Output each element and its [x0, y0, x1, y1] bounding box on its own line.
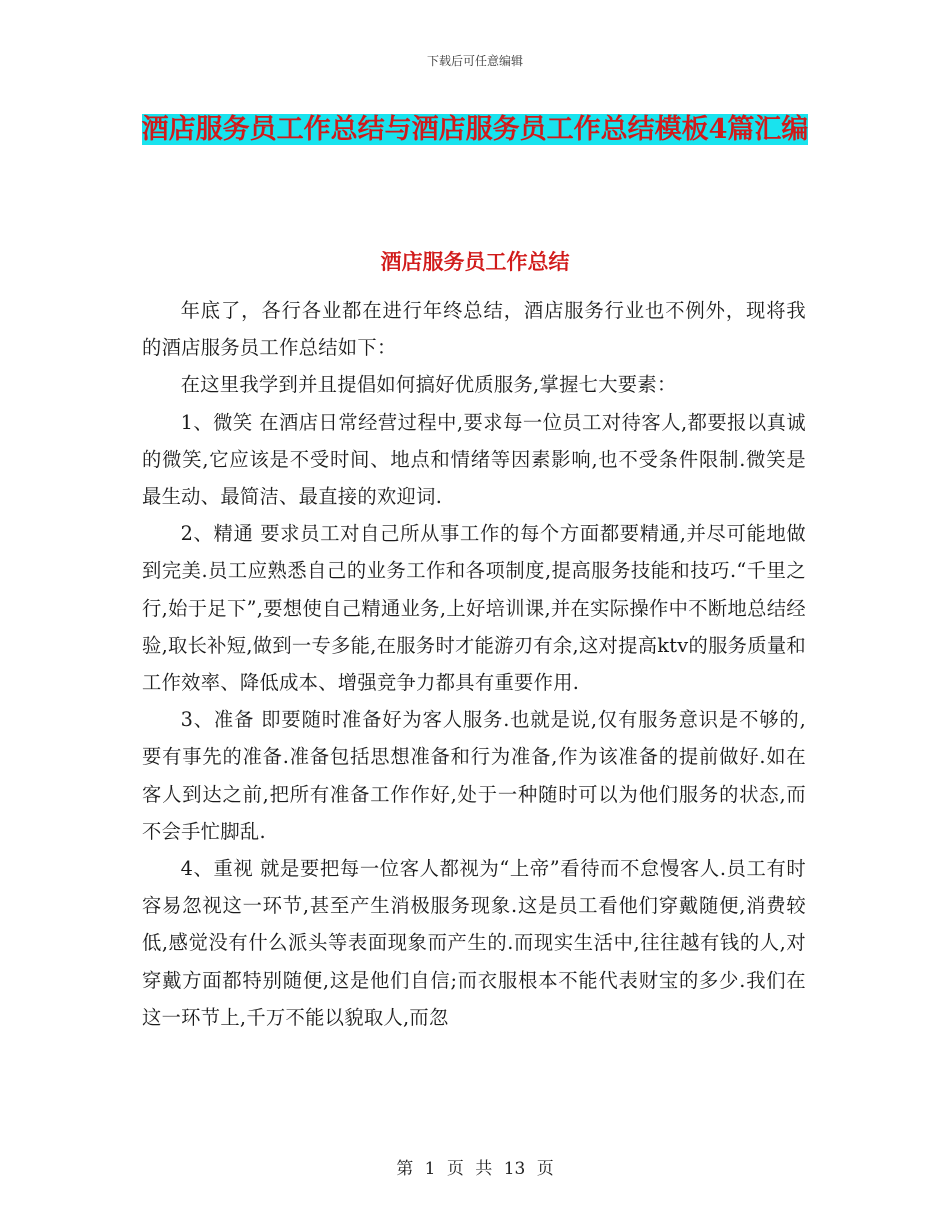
document-body	[142, 292, 806, 1036]
paragraph-elements-intro: 在这里我学到并且提倡如何搞好优质服务,掌握七大要素：	[180, 373, 677, 397]
paragraph-intro: 年底了，各行各业都在进行年终总结，酒店服务行业也不例外，现将我的酒店服务员工作总结如下：	[142, 299, 806, 360]
paragraph-proficiency: 2、精通 要求员工对自己所从事工作的每个方面都要精通,并尽可能地做到完美.员工应熟悉自己的业务工作和各项制度,提高服务技能和技巧.“千里之行,始于足下”,要想使自己精通业务,上好培训课,并在实际操作中不断地总结经验,取长补短,做到一专多能,在服务时才能游刃有余,这对提高ktv的服务质量和工作效率、降低成本、增强竞争力都具有重要作用.	[142, 522, 806, 695]
document-title-text: 酒店服务员工作总结与酒店服务员工作总结模板4篇汇编	[141, 114, 809, 145]
header-note: 下载后可任意编辑	[426, 54, 523, 68]
paragraph-smile: 1、微笑 在酒店日常经营过程中,要求每一位员工对待客人,都要报以真诚的微笑,它应该是不受时间、地点和情绪等因素影响,也不受条件限制.微笑是最生动、最简洁、最直接的欢迎词.	[142, 410, 806, 509]
section-heading: 酒店服务员工作总结	[380, 249, 570, 274]
page-indicator: 第 1 页 共 13 页	[396, 1159, 554, 1179]
paragraph-attention: 4、重视 就是要把每一位客人都视为“上帝”看待而不怠慢客人.员工有时容易忽视这一环节,甚至产生消极服务现象.这是员工看他们穿戴随便,消费较低,感觉没有什么派头等表面现象而产生的.而现实生活中,往往越有钱的人,对穿戴方面都特别随便,这是他们自信;而衣服根本不能代表财宝的多少.我们在这一环节上,千万不能以貌取人,而忽	[142, 857, 806, 1029]
paragraph-preparation: 3、准备 即要随时准备好为客人服务.也就是说,仅有服务意识是不够的,要有事先的准备.准备包括思想准备和行为准备,作为该准备的提前做好.如在客人到达之前,把所有准备工作作好,处于一种随时可以为他们服务的状态,而不会手忙脚乱.	[142, 708, 806, 843]
document-title	[140, 108, 810, 152]
